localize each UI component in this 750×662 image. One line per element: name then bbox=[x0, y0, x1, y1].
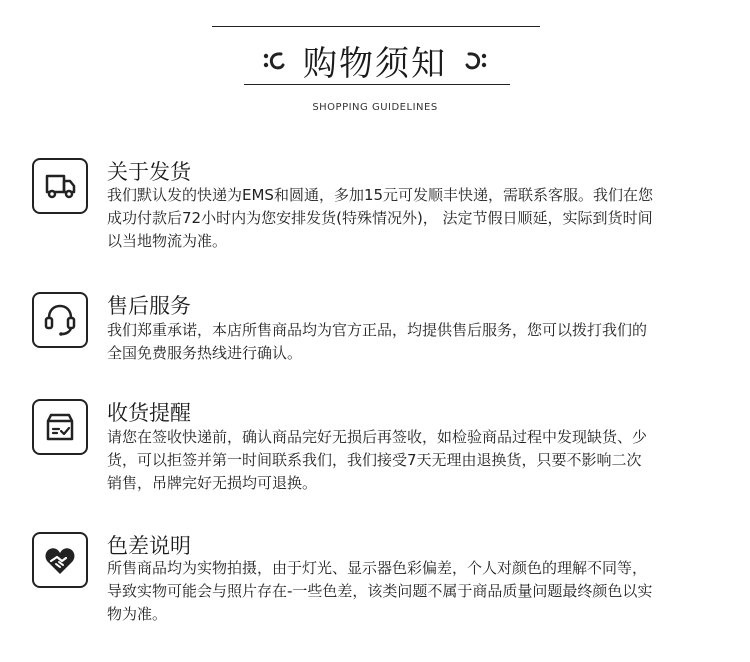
page-subtitle: SHOPPING GUIDELINES bbox=[312, 102, 438, 113]
section-body: 请您在签收快递前，确认商品完好无损后再签收，如检验商品过程中发现缺货、少 货，可以拒签并第一时间联系我们，我们接受7天无理由退换货，只要不影响二次 销售，吊牌完好无损均可退换。 bbox=[107, 428, 648, 492]
section-title: 售后服务 bbox=[107, 294, 191, 318]
right-flourish-icon bbox=[460, 45, 490, 77]
headset-icon bbox=[32, 292, 88, 348]
section-title: 收货提醒 bbox=[107, 401, 191, 425]
page-title: 购物须知 bbox=[303, 44, 447, 84]
section-title: 色差说明 bbox=[107, 534, 191, 558]
truck-icon bbox=[32, 158, 88, 214]
section-body: 我们郑重承诺，本店所售商品均为官方正品，均提供售后服务，您可以拨打我们的 全国免费服务热线进行确认。 bbox=[107, 321, 648, 362]
left-flourish-icon bbox=[260, 45, 290, 77]
header-top-rule bbox=[212, 26, 540, 27]
section-body: 所售商品均为实物拍摄，由于灯光、显示器色彩偏差，个人对颜色的理解不同等， 导致实物可能会与照片存在-一些色差，该类问题不属于商品质量问题最终颜色以实 物为准。 bbox=[107, 559, 653, 623]
guidelines-header bbox=[0, 0, 750, 130]
section-body: 我们默认发的快递为EMS和圆通，多加15元可发顺丰快递，需联系客服。我们在您 成功付款后72小时内为您安排发货(特殊情况外)， 法定节假日顺延，实际到货时间 以当地物流为准。 bbox=[107, 186, 654, 250]
header-bottom-rule bbox=[244, 84, 510, 85]
title-row bbox=[0, 36, 750, 85]
section-title: 关于发货 bbox=[107, 160, 191, 184]
handshake-heart-icon bbox=[32, 532, 88, 588]
package-check-icon bbox=[32, 399, 88, 455]
